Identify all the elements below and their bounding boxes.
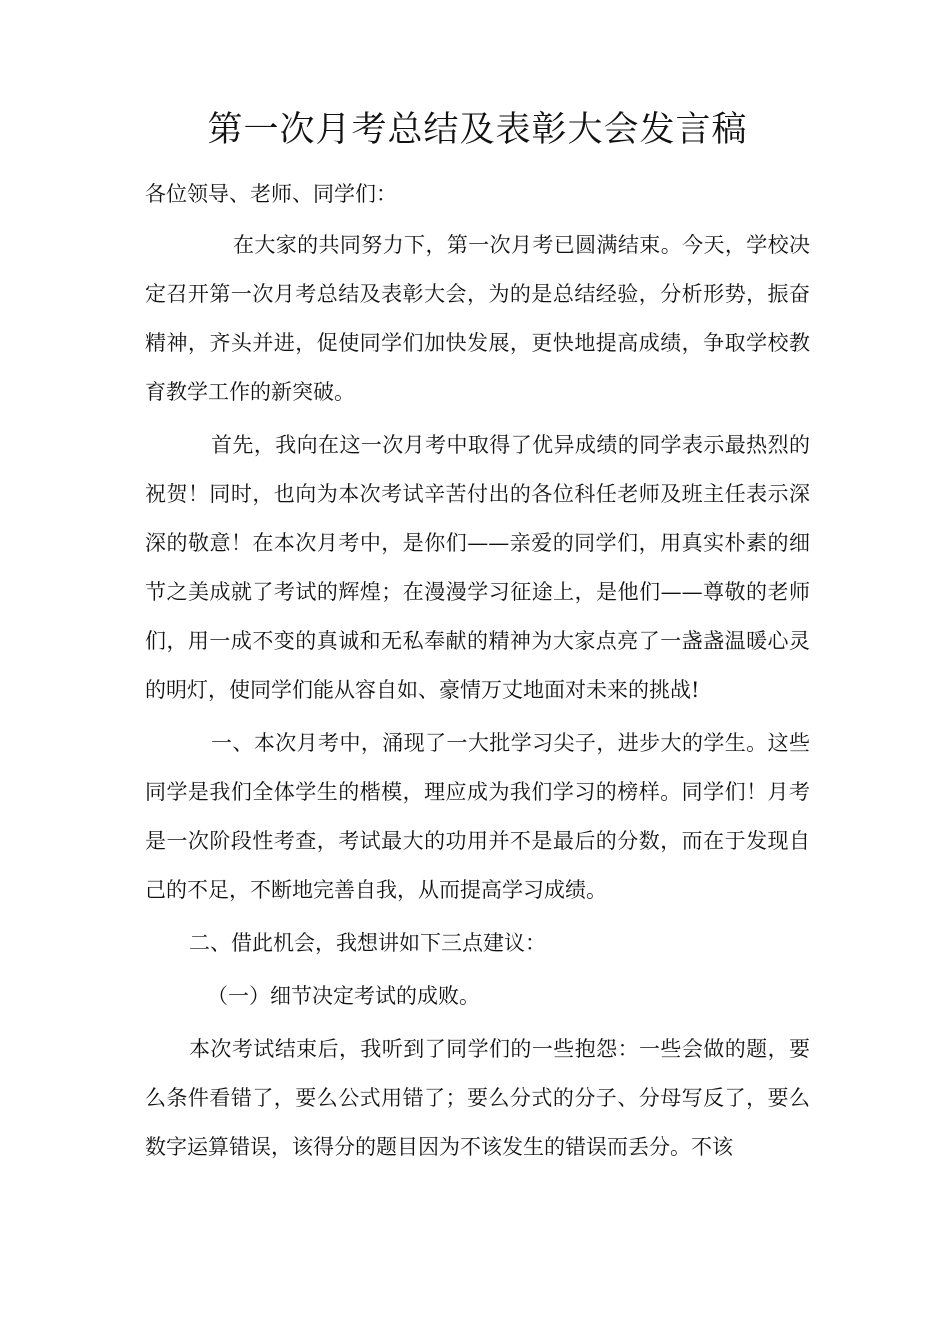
subheading-details: （一）细节决定考试的成败。	[207, 984, 480, 1008]
paragraph-intro: 在大家的共同努力下，第一次月考已圆满结束。今天，学校决定召开第一次月考总结及表彰大会，为的是总结经验，分析形势，振奋精神，齐头并进，促使同学们加快发展，更快地提高成绩，争取学校教育教学工作的新突破。	[145, 233, 810, 404]
salutation: 各位领导、老师、同学们：	[145, 182, 397, 206]
paragraph-details-body: 本次考试结束后，我听到了同学们的一些抱怨：一些会做的题，要么条件看错了，要么公式用错了；要么分式的分子、分母写反了，要么数字运算错误，该得分的题目因为不该发生的错误而丢分。不该	[145, 1037, 810, 1159]
document-title: 第一次月考总结及表彰大会发言稿	[207, 110, 748, 150]
paragraph-point-one: 一、本次月考中，涌现了一大批学习尖子，进步大的学生。这些同学是我们全体学生的楷模，理应成为我们学习的榜样。同学们！月考是一次阶段性考查，考试最大的功用并不是最后的分数，而在于发现自己的不足，不断地完善自我，从而提高学习成绩。	[145, 731, 810, 902]
paragraph-congratulations: 首先，我向在这一次月考中取得了优异成绩的同学表示最热烈的祝贺！同时，也向为本次考试辛苦付出的各位科任老师及班主任表示深深的敬意！在本次月考中，是你们——亲爱的同学们，用真实朴素的细节之美成就了考试的辉煌；在漫漫学习征途上，是他们——尊敬的老师们，用一成不变的真诚和无私奉献的精神为大家点亮了一盏盏温暖心灵的明灯，使同学们能从容自如、豪情万丈地面对未来的挑战!	[145, 433, 810, 702]
paragraph-point-two: 二、借此机会，我想讲如下三点建议：	[189, 931, 546, 955]
